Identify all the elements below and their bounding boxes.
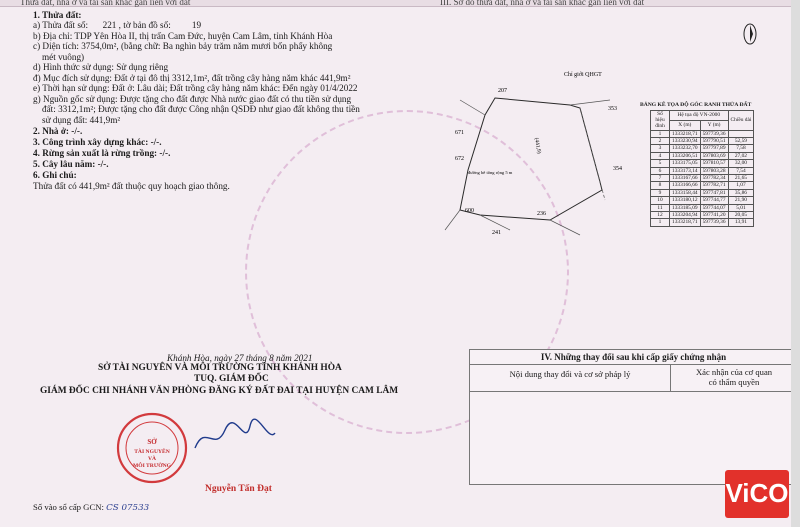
map-label-area: (441,9) — [533, 137, 542, 155]
coords-col-length: Chiều dài — [728, 111, 754, 131]
table-row: 10 1333180,12 597744,77 21,90 — [651, 197, 754, 204]
origin-line-3: sử dụng đất: 441,9m² — [42, 114, 121, 125]
side-strip — [791, 0, 800, 527]
coords-col-system: Hệ tọa độ VN-2000 — [670, 111, 729, 121]
notes-title: 6. Ghi chú: — [33, 170, 77, 180]
table-row: 11 1333185,09 597744,07 5,01 — [651, 204, 754, 211]
neighbor-line-4 — [550, 220, 580, 235]
table-row: 1 1333218,71 597739,36 13,91 — [651, 219, 754, 226]
usage-term: e) Thời hạn sử dụng: Đất ở: Lâu dài; Đất trồng cây hàng năm khác: Đến ngày 01/4/2022 — [33, 83, 358, 93]
svg-text:SỞ: SỞ — [147, 438, 157, 446]
area-line-1: c) Diện tích: 3754,0m², (bằng chữ: Ba nghìn bảy trăm năm mươi bốn phẩy không — [33, 41, 333, 51]
usage-form: d) Hình thức sử dụng: Sử dụng riêng — [33, 62, 169, 72]
header-right-fragment: III. Sơ đồ thửa đất, nhà ở và tài sản khác gắn liền với đất — [440, 0, 645, 7]
branch-title: GIÁM ĐỐC CHI NHÁNH VĂN PHÒNG ĐĂNG KÝ ĐẤT ĐAI TẠI HUYỆN CAM LÂM — [40, 386, 399, 396]
vico-logo: ViCO — [725, 470, 789, 518]
table-row: 6 1333173,14 597803,28 7,54 — [651, 167, 754, 174]
map-label-671: 671 — [455, 130, 464, 136]
area-line-2: mét vuông) — [42, 51, 85, 62]
official-stamp — [110, 408, 200, 488]
coords-header-row — [651, 111, 754, 121]
house-info: 2. Nhà ở: -/-. — [33, 126, 83, 136]
map-label: , tờ bản đồ số: — [118, 20, 171, 30]
table-row: 1 1333218,71 597739,36 — [651, 130, 754, 137]
map-label-672: 672 — [455, 156, 464, 162]
parcel-map — [440, 60, 630, 240]
parcel-label: a) Thửa đất số: — [33, 20, 89, 30]
map-label-road: đường bê tông rộng 5 m — [468, 170, 513, 175]
org-name: SỞ TÀI NGUYÊN VÀ MÔI TRƯỜNG TỈNH KHÁNH HÒA — [98, 363, 342, 373]
table-row: 3 1333232,70 597797,89 7,58 — [651, 145, 754, 152]
origin-line-2: đất: 3312,1m²; Được tặng cho đất được Công nhận QSDĐ như giao đất không thu tiền — [42, 104, 360, 114]
land-title: 1. Thửa đất: — [33, 10, 82, 20]
parcel-line — [33, 20, 201, 31]
forest-info: 4. Rừng sản xuất là rừng trồng: -/-. — [33, 148, 171, 158]
coords-col-x: X (m) — [670, 120, 701, 130]
date-line: Khánh Hòa, ngày 27 tháng 8 năm 2021 — [167, 353, 313, 363]
registry-entry — [33, 502, 149, 513]
map-number: 19 — [191, 20, 202, 30]
map-label-236: 236 — [537, 211, 546, 217]
neighbor-line-3 — [445, 210, 460, 230]
map-label-353: 353 — [608, 106, 617, 112]
signature-scribble — [190, 418, 280, 458]
construction-info: 3. Công trình xây dựng khác: -/-. — [33, 137, 162, 147]
parcel-number: 221 — [102, 20, 117, 30]
signer-name: Nguyễn Tấn Đạt — [205, 484, 272, 494]
tuq-title: TUQ. GIÁM ĐỐC — [194, 374, 269, 384]
north-arrow-icon — [740, 22, 760, 46]
map-label-qhgt: Chỉ giới QHGT — [564, 72, 602, 78]
registry-entry-label: Số vào sổ cấp GCN: — [33, 502, 104, 512]
table-row: 5 1333175,05 597810,57 32,00 — [651, 160, 754, 167]
map-label-354: 354 — [613, 166, 622, 172]
changes-title: IV. Những thay đổi sau khi cấp giấy chứng nhận — [470, 350, 797, 365]
changes-col-confirm: Xác nhận của cơ quan có thẩm quyền — [695, 367, 773, 387]
neighbor-line-1 — [460, 100, 485, 115]
map-label-241: 241 — [492, 230, 501, 236]
notes-text: Thửa đất có 441,9m² đất thuộc quy hoạch giao thông. — [33, 181, 230, 191]
neighbor-line-2 — [570, 100, 610, 105]
origin-line-1: g) Nguồn gốc sử dụng: Được tặng cho đất được Nhà nước giao đất có thu tiền sử dụng — [33, 93, 352, 104]
coords-title: BẢNG KÊ TỌA ĐỘ GÓC RANH THỬA ĐẤT — [640, 102, 752, 108]
svg-text:MÔI TRƯỜNG: MÔI TRƯỜNG — [132, 463, 172, 469]
table-row: 12 1333204,94 597741,20 20,05 — [651, 211, 754, 218]
registry-entry-value: CS 07533 — [106, 503, 150, 513]
svg-text:TÀI NGUYÊN: TÀI NGUYÊN — [134, 449, 170, 455]
coords-table — [650, 110, 754, 227]
changes-box — [469, 349, 798, 485]
trees-info: 5. Cây lâu năm: -/-. — [33, 159, 109, 169]
parcel-boundary — [460, 98, 602, 220]
usage-purpose: đ) Mục đích sử dụng: Đất ở tại đô thị 3312,1m², đất trồng cây hàng năm khác 441,9m² — [33, 72, 351, 83]
table-row: 7 1333167,66 597782,34 21,65 — [651, 174, 754, 181]
changes-header-row — [470, 365, 797, 392]
map-label-600: 600 — [465, 208, 474, 214]
svg-text:VÀ: VÀ — [147, 456, 157, 462]
coords-col-y: Y (m) — [700, 120, 728, 130]
table-row: 2 1333230,94 597790,51 52,59 — [651, 138, 754, 145]
coords-col-vertex: Số hiệu đỉnh — [651, 111, 670, 131]
address: b) Địa chỉ: TDP Yên Hòa II, thị trấn Cam Đức, huyện Cam Lâm, tỉnh Khánh Hòa — [33, 30, 333, 41]
table-row: 8 1333166,66 597782,71 1,07 — [651, 182, 754, 189]
map-label-207: 207 — [498, 88, 507, 94]
changes-col-content: Nội dung thay đổi và cơ sở pháp lý — [470, 365, 671, 391]
table-row: 4 1333206,51 597803,69 27,02 — [651, 152, 754, 159]
header-left-fragment: Thửa đất, nhà ở và tài sản khác gắn liền với đất — [20, 0, 191, 7]
table-row: 9 1333158,44 597747,81 35,86 — [651, 189, 754, 196]
